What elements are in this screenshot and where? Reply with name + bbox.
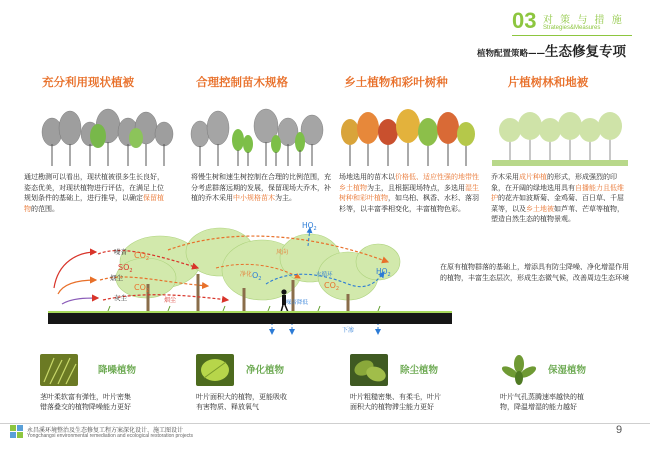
card-title-humid: 保湿植物 — [548, 365, 587, 376]
section-subtitle: Strategies&Measures — [543, 25, 601, 31]
card-text-humid: 叶片气孔蒸腾速率越快的植 物，降温增湿的能力越好 — [500, 393, 584, 411]
page-title — [390, 40, 626, 60]
label-wind: 风向 — [276, 249, 289, 256]
ground-bar — [48, 313, 452, 324]
card-title-noise: 降噪植物 — [98, 365, 137, 376]
footer-divider — [0, 423, 650, 424]
card-title-dust: 除尘植物 — [400, 365, 439, 376]
tree-illustration-1 — [38, 108, 178, 168]
diagram-note: 在原有植物群落的基础上，增添具有防尘降噪、净化增湿作用的植物，丰富生态层次，形成生态微气候，改善周边生态环境 — [440, 263, 629, 282]
label-dust: 灰尘 — [114, 294, 127, 302]
tree-illustration-4 — [490, 108, 630, 168]
column-text-3: 场地选用的苗木以价格低、适应性强的地带性乡土植物为主，且根据现场特点，多选用湿生树种和彩叶植物，如乌桕、枫香、水杉、落羽杉等，以丰富季相变化，丰富植物色彩。 — [339, 173, 479, 213]
tree-illustration-2 — [188, 108, 328, 168]
card-text-purify: 叶片面积大的植物，更能吸收 有害物质、释放氧气 — [196, 393, 287, 411]
tree-illustration-3 — [338, 108, 478, 168]
company-logo-icon — [10, 425, 24, 439]
humid-plant-image — [500, 354, 538, 386]
card-title-purify: 净化植物 — [246, 365, 285, 376]
label-ho-a: $HO_2$ — [302, 222, 317, 232]
section-number: 03 — [512, 8, 537, 33]
header-divider — [512, 35, 632, 36]
label-co2-c: $CO_2$ — [324, 281, 340, 292]
page-title-prefix: 植物配置策略—— — [476, 49, 545, 59]
column-title-native-plants: 乡土植物和彩叶树种 — [344, 75, 448, 89]
label-infiltration: 下渗 — [342, 327, 355, 334]
column-title-existing-vegetation: 充分利用现状植被 — [42, 75, 134, 89]
column-text-1: 通过勘测可以看出，现状植被很多生长良好，姿态优美，对现状植物进行评估，在满足上位规划条件的基础上，进行推导，以确定保留植物的范围。 — [24, 173, 164, 213]
section-title: 对 策 与 措 施 — [543, 15, 624, 26]
label-smog: 烟尘 — [110, 274, 123, 282]
label-purify: 净化 — [240, 271, 253, 278]
label-co2-b: $CO_2$ — [134, 283, 150, 294]
purify-plant-image — [196, 354, 234, 386]
label-ho-b: $HO_2$ — [376, 267, 391, 278]
card-text-noise: 茎叶柔软富有弹性，叶片密集 错落叠交的植物降噪能力更好 — [40, 393, 131, 411]
label-water-cycle: 水循环 — [316, 272, 333, 278]
footer-project-cn: 永昌溪环境整治及生态修复工程方案深化设计、施工图设计 — [27, 427, 184, 434]
label-smog-2: 烟尘 — [164, 297, 177, 304]
column-text-2: 将慢生树和速生树控制在合理的比例范围，充分考虑群落远期的发展，保留现场大乔木，补植的乔木采用中小规格苗木为主。 — [191, 173, 331, 202]
dust-plant-image — [350, 354, 388, 386]
page-title-main: 生态修复专项 — [545, 44, 626, 60]
label-so2: $SO_2$ — [118, 263, 133, 274]
column-text-4: 乔木采用成片种植的形式，形成强烈的印象，在开阔的绿地选用具有自播能力且低维护的花卉如波斯菊、金鸡菊、百日草、千屈菜等，以及乡土地被如芦苇、芒草等植物，塑造自然生态的植物景观。 — [491, 173, 624, 223]
page-number: 9 — [616, 424, 623, 436]
card-text-dust: 叶片粗糙密集、有柔毛，叶片 面积大的植物滞尘能力更好 — [350, 393, 441, 411]
column-title-seedling-spec: 合理控制苗木规格 — [196, 75, 288, 89]
noise-plant-image — [40, 354, 78, 386]
label-noise-down: 噪音降低 — [286, 300, 309, 306]
label-o2: $O_2$ — [252, 271, 262, 282]
label-co2-a: $CO_2$ — [134, 251, 150, 262]
label-noise: 噪音 — [114, 248, 127, 256]
column-title-groves: 片植树林和地被 — [507, 75, 589, 89]
footer-project-en: Yongchangxi environmental remediation and ecological restoration projects — [27, 433, 194, 439]
ecology-diagram — [48, 222, 452, 342]
